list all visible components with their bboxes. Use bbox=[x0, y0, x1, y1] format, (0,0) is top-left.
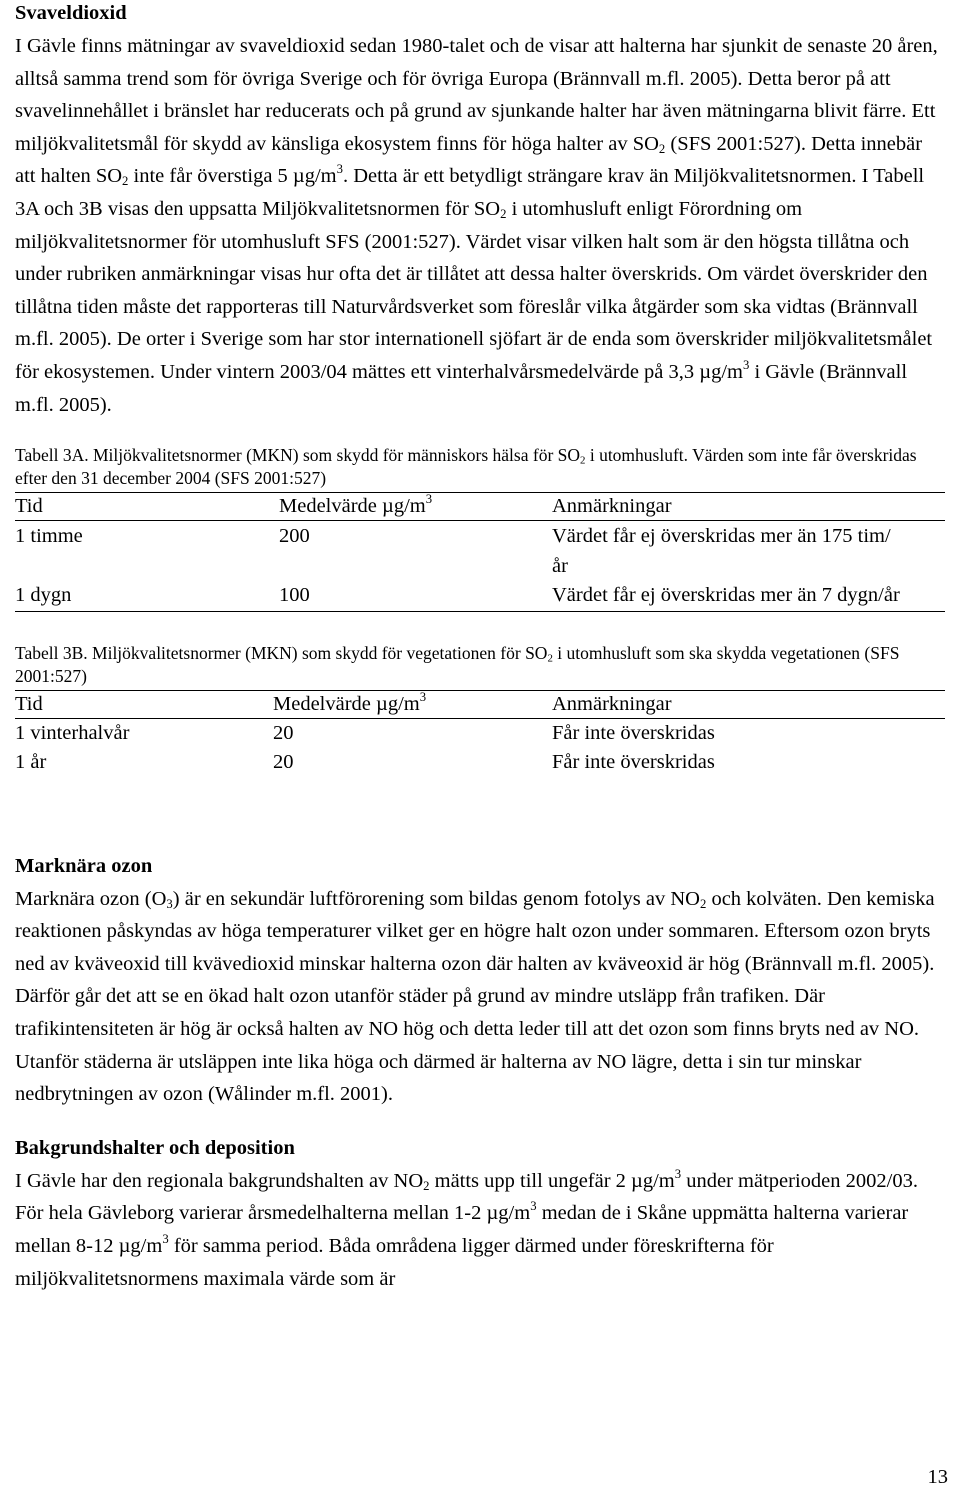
superscript: 3 bbox=[162, 1232, 169, 1247]
table-row bbox=[15, 581, 945, 611]
text-run: i Gävle (Brännvall m.fl. 2005). bbox=[15, 360, 908, 416]
subscript: 3 bbox=[166, 896, 173, 911]
text-run: för samma period. Båda områdena ligger därmed under föreskrifterna för miljökvalitetsnormens maximala värde som är bbox=[15, 1234, 774, 1290]
header-cell-medelvarde bbox=[273, 690, 552, 718]
cell-tid: 1 år bbox=[15, 750, 47, 773]
caption-text: Tabell 3A. Miljökvalitetsnormer (MKN) som skydd för människors hälsa för SO bbox=[15, 445, 581, 466]
subscript: 2 bbox=[122, 174, 129, 189]
superscript: 3 bbox=[419, 689, 427, 704]
header-cell-tid: Tid bbox=[15, 692, 43, 715]
text-run: mätts upp till ungefär 2 µg/m bbox=[429, 1169, 675, 1192]
cell-tid: 1 dygn bbox=[15, 584, 72, 607]
paragraph-svaveldioxid bbox=[15, 30, 945, 421]
subscript: 2 bbox=[580, 454, 586, 467]
text-run: I Gävle finns mätningar av svaveldioxid sedan 1980-talet och de visar att halterna har sjunkit de senaste 20 åren, alltså samma trend som för övriga Sverige och för övriga Europa (Brännvall m.fl. 2005). Detta beror på att svavelinnehållet i bränslet har reducerats och på grund av sjunkande halter har även mätningarna blivit färre. Ett miljökvalitetsmål för skydd av känsliga ekosystem finns för höga halter av SO bbox=[15, 35, 938, 155]
text-run: ) är en sekundär luftförorening som bildas genom fotolys av NO bbox=[172, 887, 700, 910]
text-run: I Gävle har den regionala bakgrundshalten av NO bbox=[15, 1169, 424, 1192]
text-run: (SFS 2001:527). Detta innebär att halten SO bbox=[15, 132, 923, 188]
cell-remark: Värdet får ej överskridas mer än 7 dygn/år bbox=[552, 584, 900, 607]
superscript: 3 bbox=[336, 162, 343, 177]
table-row bbox=[15, 521, 945, 582]
paragraph-ozone bbox=[15, 883, 945, 1111]
subscript: 2 bbox=[423, 1178, 430, 1193]
section-heading-background: Bakgrundshalter och deposition bbox=[15, 1136, 295, 1159]
cell-tid: 1 timme bbox=[15, 525, 83, 548]
cell-value: 100 bbox=[279, 584, 310, 607]
table-header-row bbox=[15, 690, 945, 718]
table-3b bbox=[15, 690, 945, 777]
subscript: 2 bbox=[699, 896, 707, 911]
superscript: 3 bbox=[674, 1166, 682, 1181]
table-3a-caption bbox=[15, 444, 945, 490]
header-cell-tid: Tid bbox=[15, 495, 43, 518]
text-run: inte får överstiga 5 µg/m bbox=[128, 165, 337, 188]
table-row bbox=[15, 718, 945, 748]
subscript: 2 bbox=[547, 652, 553, 665]
text-run: under mätperioden 2002/03. För hela Gävleborg varierar årsmedelhalterna mellan 1-2 µg/m bbox=[15, 1169, 918, 1225]
cell-remark: Värdet får ej överskridas mer än 175 tim/år bbox=[552, 525, 891, 577]
subscript: 2 bbox=[658, 141, 666, 156]
cell-remark: Får inte överskridas bbox=[552, 721, 715, 744]
caption-text: i utomhusluft som ska skydda vegetationen (SFS 2001:527) bbox=[15, 642, 900, 686]
cell-value: 200 bbox=[279, 525, 310, 548]
superscript: 3 bbox=[742, 358, 750, 373]
table-3b-caption bbox=[15, 642, 945, 688]
table-3a bbox=[15, 492, 945, 612]
text-run: . Detta är ett betydligt strängare krav än Miljökvalitetsnormen. I Tabell 3A och 3B visas den uppsatta Miljökvalitetsnormen för SO bbox=[15, 165, 925, 220]
text-run: och kolväten. Den kemiska reaktionen påskyndas av höga temperaturer vilket ger en högre halt ozon under sommaren. Eftersom ozon bryts ned av kväveoxid till kvävedioxid minskar halterna ozon där halten av kväveoxid är hög (Brännvall m.fl. 2005). Därför går det att se en ökad halt ozon utanför städer på grund av mindre utsläpp från trafiken. Där trafikintensiteten är hög är också halten av NO hög och detta leder till att det ozon som finns bryts ned av NO. Utanför städerna är utsläppen inte lika höga och därmed är halterna av NO lägre, detta i sin tur minskar nedbrytningen av ozon (Wålinder m.fl. 2001). bbox=[15, 887, 935, 1106]
document-page bbox=[15, 0, 945, 1295]
table-header-row bbox=[15, 493, 945, 521]
cell-tid: 1 vinterhalvår bbox=[15, 721, 130, 744]
cell-value: 20 bbox=[273, 721, 294, 744]
superscript: 3 bbox=[530, 1199, 537, 1214]
text-run: medan de i Skåne uppmätta halterna varierar mellan 8-12 µg/m bbox=[15, 1202, 909, 1257]
text-run: i utomhusluft enligt Förordning om miljökvalitetsnormer för utomhusluft SFS (2001:527). Värdet visar vilken halt som är den högsta tillåtna och under rubriken anmärkningar visas hur ofta det är tillåtet att dessa halter överskrids. Om värdet överskrider den tillåtna tiden måste det rapporteras till Naturvårdsverket som föreslår vilka åtgärder som ska vidtas (Brännvall m.fl. 2005). De orter i Sverige som har stor internationell sjöfart är de enda som överskrider miljökvalitetsmålet för ekosystemen. Under vintern 2003/04 mättes ett vinterhalvårsmedelvärde på 3,3 µg/m bbox=[15, 197, 933, 383]
cell-value: 20 bbox=[273, 750, 294, 773]
section-heading-svaveldioxid: Svaveldioxid bbox=[15, 2, 127, 24]
cell-remark: Får inte överskridas bbox=[552, 750, 715, 773]
header-cell-medelvarde bbox=[279, 493, 552, 521]
text-run: Marknära ozon (O bbox=[15, 887, 167, 910]
table-row bbox=[15, 748, 945, 777]
paragraph-background bbox=[15, 1165, 945, 1295]
header-cell-anmarkningar: Anmärkningar bbox=[552, 692, 672, 715]
caption-text: Tabell 3B. Miljökvalitetsnormer (MKN) som skydd för vegetationen för SO bbox=[15, 642, 548, 663]
caption-text: i utomhusluft. Värden som inte får överskridas efter den 31 december 2004 (SFS 2001:527) bbox=[15, 445, 917, 489]
section-heading-ozone: Marknära ozon bbox=[15, 854, 153, 877]
superscript: 3 bbox=[425, 492, 433, 507]
subscript: 2 bbox=[500, 207, 507, 222]
header-text: Medelvärde µg/m bbox=[279, 495, 426, 518]
header-cell-anmarkningar: Anmärkningar bbox=[552, 495, 672, 518]
header-text: Medelvärde µg/m bbox=[273, 692, 420, 715]
page-number: 13 bbox=[927, 1466, 948, 1488]
